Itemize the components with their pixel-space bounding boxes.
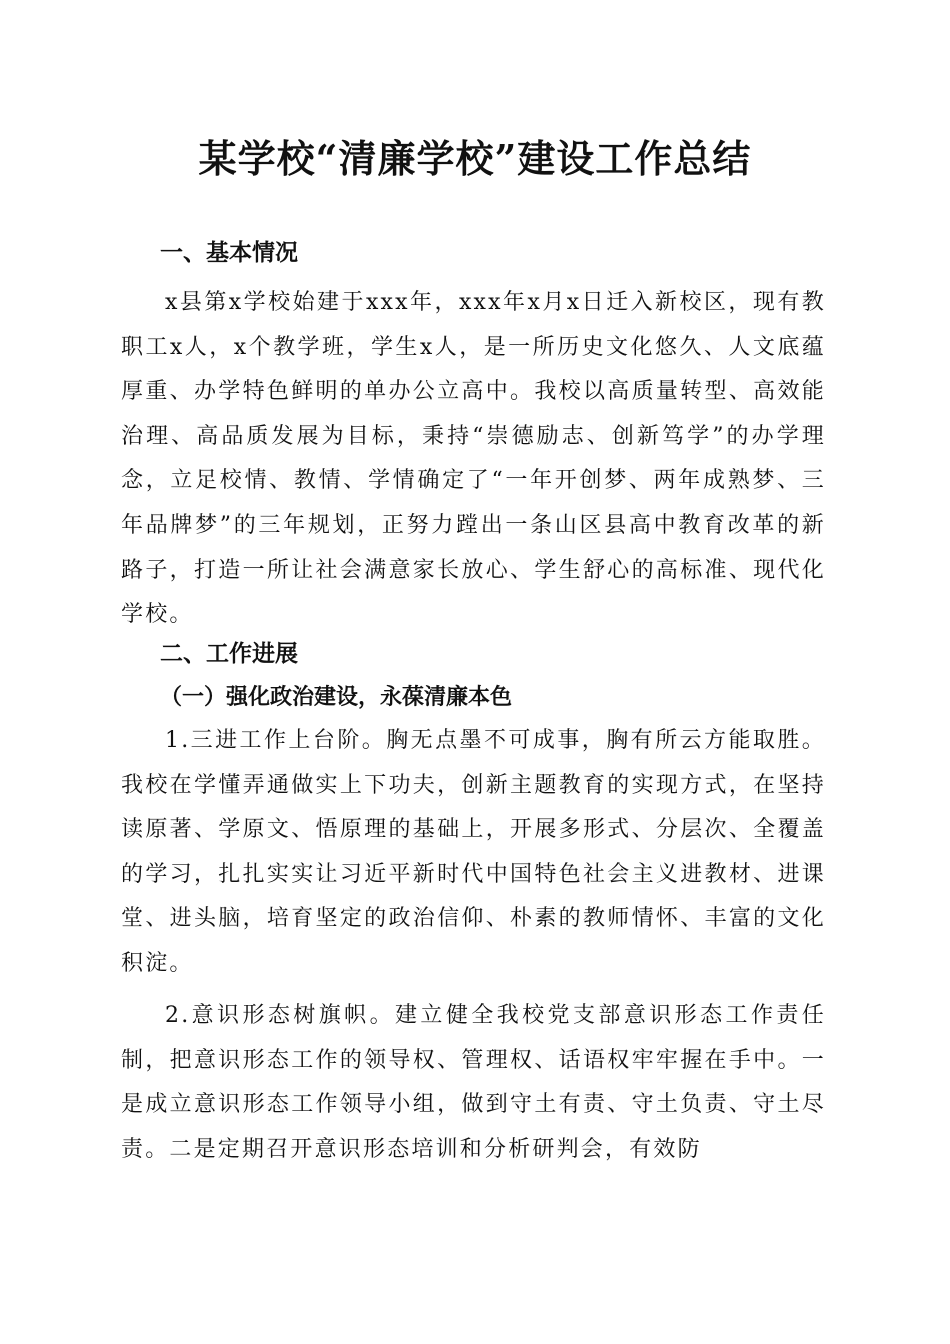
paragraph-basic-situation: x县第x学校始建于xxx年，xxx年x月x日迁入新校区，现有教职工x人，x个教学班，学生x人，是一所历史文化悠久、人文底蕴厚重、办学特色鲜明的单办公立高中。我校以高质量转型、高效能治理、高品质发展为目标，秉持“崇德励志、创新笃学”的办学理念，立足校情、教情、学情确定了“一年开创梦、两年成熟梦、三年品牌梦”的三年规划，正努力蹚出一条山区县高中教育改革的新路子，打造一所让社会满意家长放心、学生舒心的高标准、现代化学校。 [121,290,826,628]
paragraph-ideology: 2.意识形态树旗帜。建立健全我校党支部意识形态工作责任制，把意识形态工作的领导权、管理权、话语权牢牢握在手中。一是成立意识形态工作领导小组，做到守土有责、守土负责、守土尽责。二是定期召开意识形态培训和分析研判会，有效防 [121,1003,826,1162]
subsection-heading-political-building: （一）强化政治建设，永葆清廉本色 [160,684,513,710]
section-heading-basic-situation: 一、基本情况 [160,240,298,266]
section-heading-work-progress: 二、工作进展 [160,641,298,667]
document-title: 某学校“清廉学校”建设工作总结 [198,136,752,181]
paragraph-three-entries: 1.三进工作上台阶。胸无点墨不可成事，胸有所云方能取胜。我校在学懂弄通做实上下功夫，创新主题教育的实现方式，在坚持读原著、学原文、悟原理的基础上，开展多形式、分层次、全覆盖的学习，扎扎实实让习近平新时代中国特色社会主义进教材、进课堂、进头脑，培育坚定的政治信仰、朴素的教师情怀、丰富的文化积淀。 [121,728,826,976]
